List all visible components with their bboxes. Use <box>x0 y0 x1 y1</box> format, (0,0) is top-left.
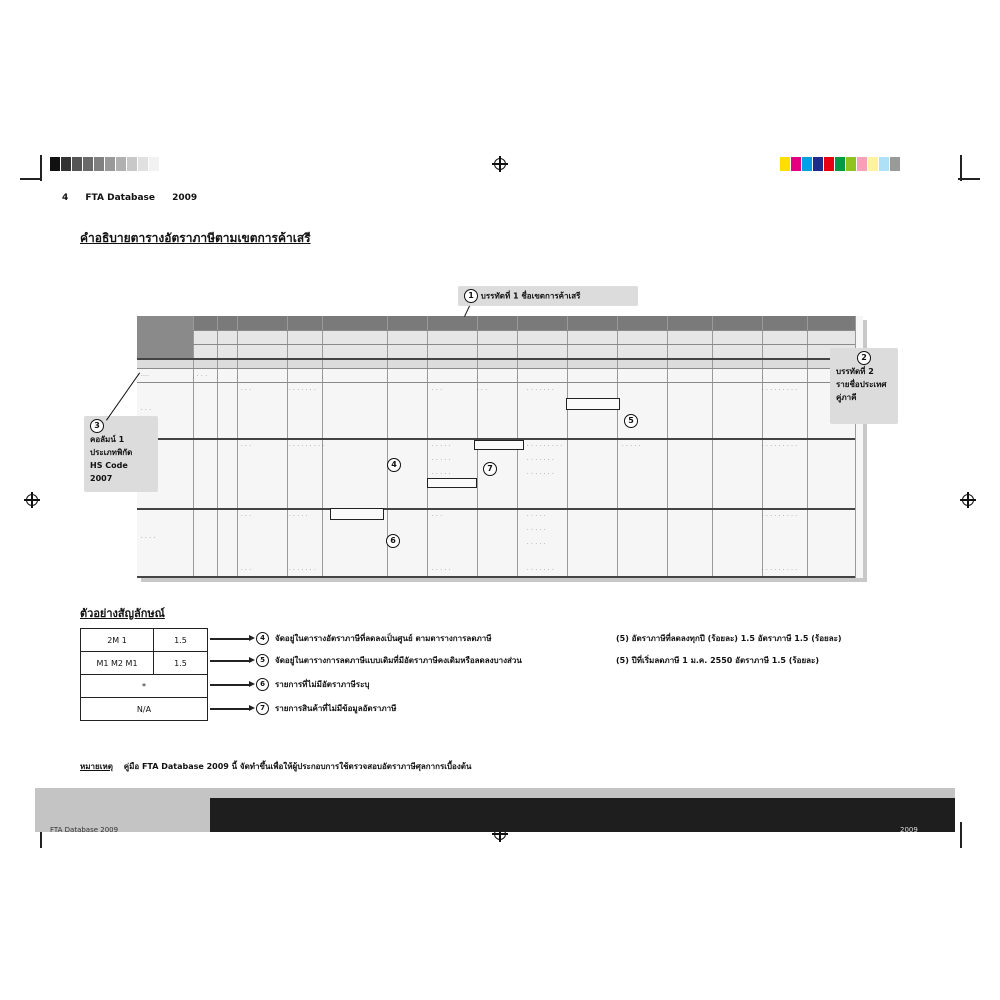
callout-2-line-1: บรรทัดที่ 2 <box>836 367 874 376</box>
highlight-box-5 <box>566 398 620 410</box>
highlight-box-7 <box>474 440 524 450</box>
color-swatch <box>61 157 72 171</box>
legend-item-text: รายการสินค้าที่ไม่มีข้อมูลอัตราภาษี <box>275 704 397 713</box>
color-swatch <box>50 157 61 171</box>
color-swatch <box>835 157 846 171</box>
color-swatch <box>780 157 791 171</box>
legend-cell: M1 M2 M1 <box>81 652 154 675</box>
callout-3-line-3: HS Code 2007 <box>90 461 128 483</box>
legend-item-5 <box>256 654 522 667</box>
callout-1-number: 1 <box>464 289 478 303</box>
legend-note-1: (5) อัตราภาษีที่ลดลงทุกปี (ร้อยละ) 1.5 อัตราภาษี 1.5 (ร้อยละ) <box>616 634 842 643</box>
color-swatch <box>127 157 138 171</box>
marker-4: 4 <box>387 458 401 472</box>
color-swatch <box>83 157 94 171</box>
callout-3-number: 3 <box>90 419 104 433</box>
legend-item-6 <box>256 678 369 691</box>
callout-2-number: 2 <box>857 351 871 365</box>
table-corner-cell <box>137 316 193 358</box>
callout-1 <box>458 286 638 306</box>
legend-item-text: รายการที่ไม่มีอัตราภาษีระบุ <box>275 680 370 689</box>
legend-cell: 1.5 <box>154 652 208 675</box>
legend-cell: * <box>81 675 208 698</box>
remark-label: หมายเหตุ <box>80 762 113 771</box>
section-title: คำอธิบายตารางอัตราภาษีตามเขตการค้าเสรี <box>80 231 311 245</box>
color-swatch <box>890 157 901 171</box>
marker-5: 5 <box>624 414 638 428</box>
crop-mark-bottom-right-v <box>960 822 962 848</box>
legend-item-number: 5 <box>256 654 269 667</box>
legend-row <box>81 629 208 652</box>
highlight-box-6 <box>330 508 384 520</box>
legend-item-number: 4 <box>256 632 269 645</box>
legend-note-2: (5) ปีที่เริ่มลดภาษี 1 ม.ค. 2550 อัตราภาษี 1.5 (ร้อยละ) <box>616 656 820 665</box>
color-swatch <box>802 157 813 171</box>
table-header-band <box>137 316 855 330</box>
registration-mark-top <box>494 158 506 170</box>
legend-title: ตัวอย่างสัญลักษณ์ <box>80 607 165 620</box>
legend-row <box>81 652 208 675</box>
callout-2 <box>830 348 898 424</box>
color-swatch <box>846 157 857 171</box>
color-swatch <box>879 157 890 171</box>
color-swatch <box>868 157 879 171</box>
legend-item-text: จัดอยู่ในตารางอัตราภาษีที่ลดลงเป็นศูนย์ ตามตารางการลดภาษี <box>275 634 492 643</box>
remark <box>80 760 471 773</box>
legend-table <box>80 628 208 721</box>
legend-row <box>81 675 208 698</box>
legend-item-text: จัดอยู่ในตารางการลดภาษีแบบเดิมที่มีอัตราภาษีคงเดิมหรือลดลงบางส่วน <box>275 656 522 665</box>
marker-6: 6 <box>386 534 400 548</box>
callout-2-line-2: รายชื่อประเทศ <box>836 380 887 389</box>
highlight-box-4 <box>427 478 477 488</box>
legend-cell: N/A <box>81 698 208 721</box>
callout-3-line-2: ประเภทพิกัด <box>90 448 133 457</box>
color-swatch <box>138 157 149 171</box>
grayscale-swatch-bar <box>50 157 160 171</box>
legend-cell: 2M 1 <box>81 629 154 652</box>
footer-left-text: FTA Database 2009 <box>50 826 119 834</box>
legend-row <box>81 698 208 721</box>
remark-text: คู่มือ FTA Database 2009 นี้ จัดทำขึ้นเพื่อให้ผู้ประกอบการใช้ตรวจสอบอัตราภาษีศุลกากรเบื้องต้น <box>123 762 472 771</box>
color-swatch <box>72 157 83 171</box>
color-swatch <box>813 157 824 171</box>
page-number: 4 <box>62 193 69 203</box>
tariff-table-figure: .... . . . . . . . . . . . . . . . . . . . . . . . . . . . . . . . . . . . . . . . . . . . . . . . . . . . . . . . . . . . . . . . . . . . . . . . . . . . . . . . . . . . . . . . . . . . . . . . . . . . . . . . . . . . . . . . . . . . . . . . . . . . . . . . . . . . . . . . . . . . . . . . . . . . . . . . . . . . . . . . . . . . . . . . . . . . . 5 7 4 6 <box>137 316 863 578</box>
color-swatch <box>149 157 160 171</box>
callout-3-line-1: คอลัมน์ 1 <box>90 435 125 444</box>
color-swatch <box>94 157 105 171</box>
color-swatch <box>116 157 127 171</box>
color-swatch <box>791 157 802 171</box>
callout-2-line-3: คู่ภาคี <box>836 393 857 402</box>
color-swatch <box>105 157 116 171</box>
crop-mark-top-right-h <box>958 178 980 180</box>
crop-mark-top-left-h <box>20 178 42 180</box>
marker-7: 7 <box>483 462 497 476</box>
footer-dark-band <box>210 798 955 832</box>
legend-item-7 <box>256 702 396 715</box>
callout-3 <box>84 416 158 492</box>
footer-right-text: 2009 <box>900 826 918 834</box>
registration-mark-left <box>26 494 38 506</box>
legend-item-number: 6 <box>256 678 269 691</box>
year-part: 2009 <box>172 193 198 203</box>
color-swatch <box>857 157 868 171</box>
page-header <box>62 193 211 203</box>
registration-mark-right <box>962 494 974 506</box>
legend-cell: 1.5 <box>154 629 208 652</box>
color-swatch <box>824 157 835 171</box>
legend-item-number: 7 <box>256 702 269 715</box>
callout-1-text: บรรทัดที่ 1 ชื่อเขตการค้าเสรี <box>480 291 581 301</box>
doc-title: FTA Database <box>85 193 155 203</box>
color-swatch-bar <box>780 157 901 171</box>
legend-item-4 <box>256 632 492 645</box>
